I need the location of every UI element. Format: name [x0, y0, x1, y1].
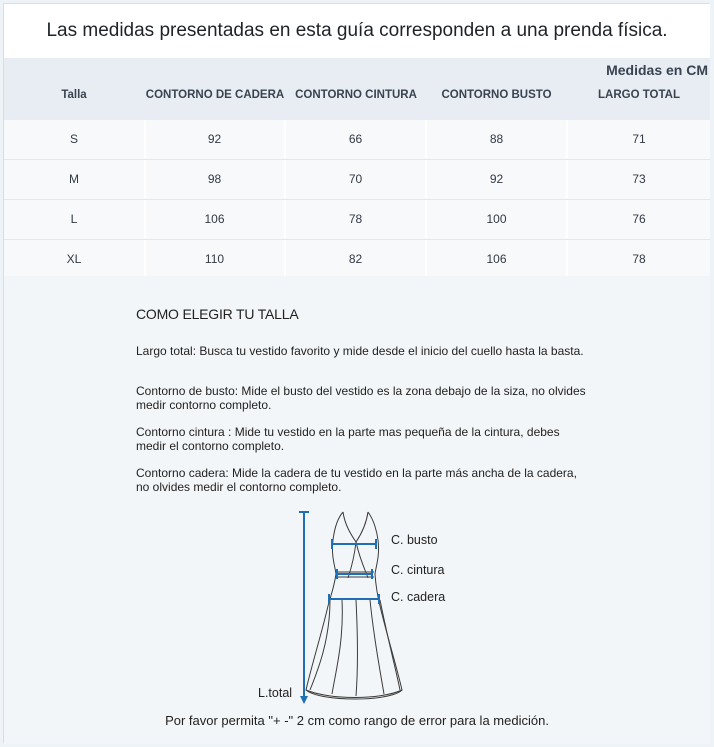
column-header-hip: CONTORNO DE CADERA — [145, 89, 285, 101]
hip-label: C. cadera — [391, 590, 446, 604]
guide-bust-text: Contorno de busto: Mide el busto del vestido es la zona debajo de la siza, no olvides medir contorno completo. — [136, 384, 586, 412]
size-cell: M — [4, 160, 146, 198]
bust-cell: 92 — [427, 160, 568, 198]
waist-cell: 78 — [286, 200, 427, 238]
bust-cell: 88 — [427, 120, 568, 158]
guide-waist-text: Contorno cintura : Mide tu vestido en la parte mas pequeña de la cintura, debes medir el contorno completo. — [136, 425, 560, 453]
table-row — [4, 160, 710, 200]
guide-title: COMO ELEGIR TU TALLA — [136, 306, 299, 322]
size-cell: S — [4, 120, 146, 158]
waist-cell: 66 — [286, 120, 427, 158]
size-table-body — [4, 120, 710, 280]
hip-cell: 110 — [145, 240, 286, 278]
waist-label: C. cintura — [391, 563, 445, 577]
length-cell: 71 — [632, 132, 646, 146]
table-row — [4, 200, 710, 240]
error-range-note: Por favor permita "+ -" 2 cm como rango de error para la medición. — [165, 713, 549, 728]
length-cell: 73 — [632, 172, 646, 186]
length-cell: 78 — [632, 252, 646, 266]
column-header-size: Talla — [61, 89, 87, 101]
guide-length-text: Largo total: Busca tu vestido favorito y mide desde el inicio del cuello hasta la basta. — [136, 344, 584, 358]
bust-cell: 106 — [427, 240, 568, 278]
page-title: Las medidas presentadas en esta guía corresponden a una prenda física. — [4, 4, 710, 59]
bust-cell: 100 — [427, 200, 568, 238]
table-row — [4, 240, 710, 280]
size-cell: XL — [4, 240, 146, 278]
size-guide-card — [3, 3, 709, 743]
length-cell: 76 — [632, 212, 646, 226]
hip-cell: 106 — [145, 200, 286, 238]
waist-cell: 82 — [286, 240, 427, 278]
length-label: L.total — [258, 686, 293, 700]
column-header-bust: CONTORNO BUSTO — [441, 89, 552, 101]
guide-hip-text: Contorno cadera: Mide la cadera de tu vestido en la parte más ancha de la cadera, no olvides medir el contorno completo. — [136, 466, 577, 494]
column-header-length: LARGO TOTAL — [598, 89, 680, 101]
hip-cell: 92 — [145, 120, 286, 158]
units-label: Medidas en CM — [606, 62, 708, 78]
table-row — [4, 120, 710, 160]
column-header-waist: CONTORNO CINTURA — [295, 89, 417, 101]
size-cell: L — [4, 200, 146, 238]
waist-cell: 70 — [286, 160, 427, 198]
hip-cell: 98 — [145, 160, 286, 198]
bust-label: C. busto — [391, 533, 438, 547]
